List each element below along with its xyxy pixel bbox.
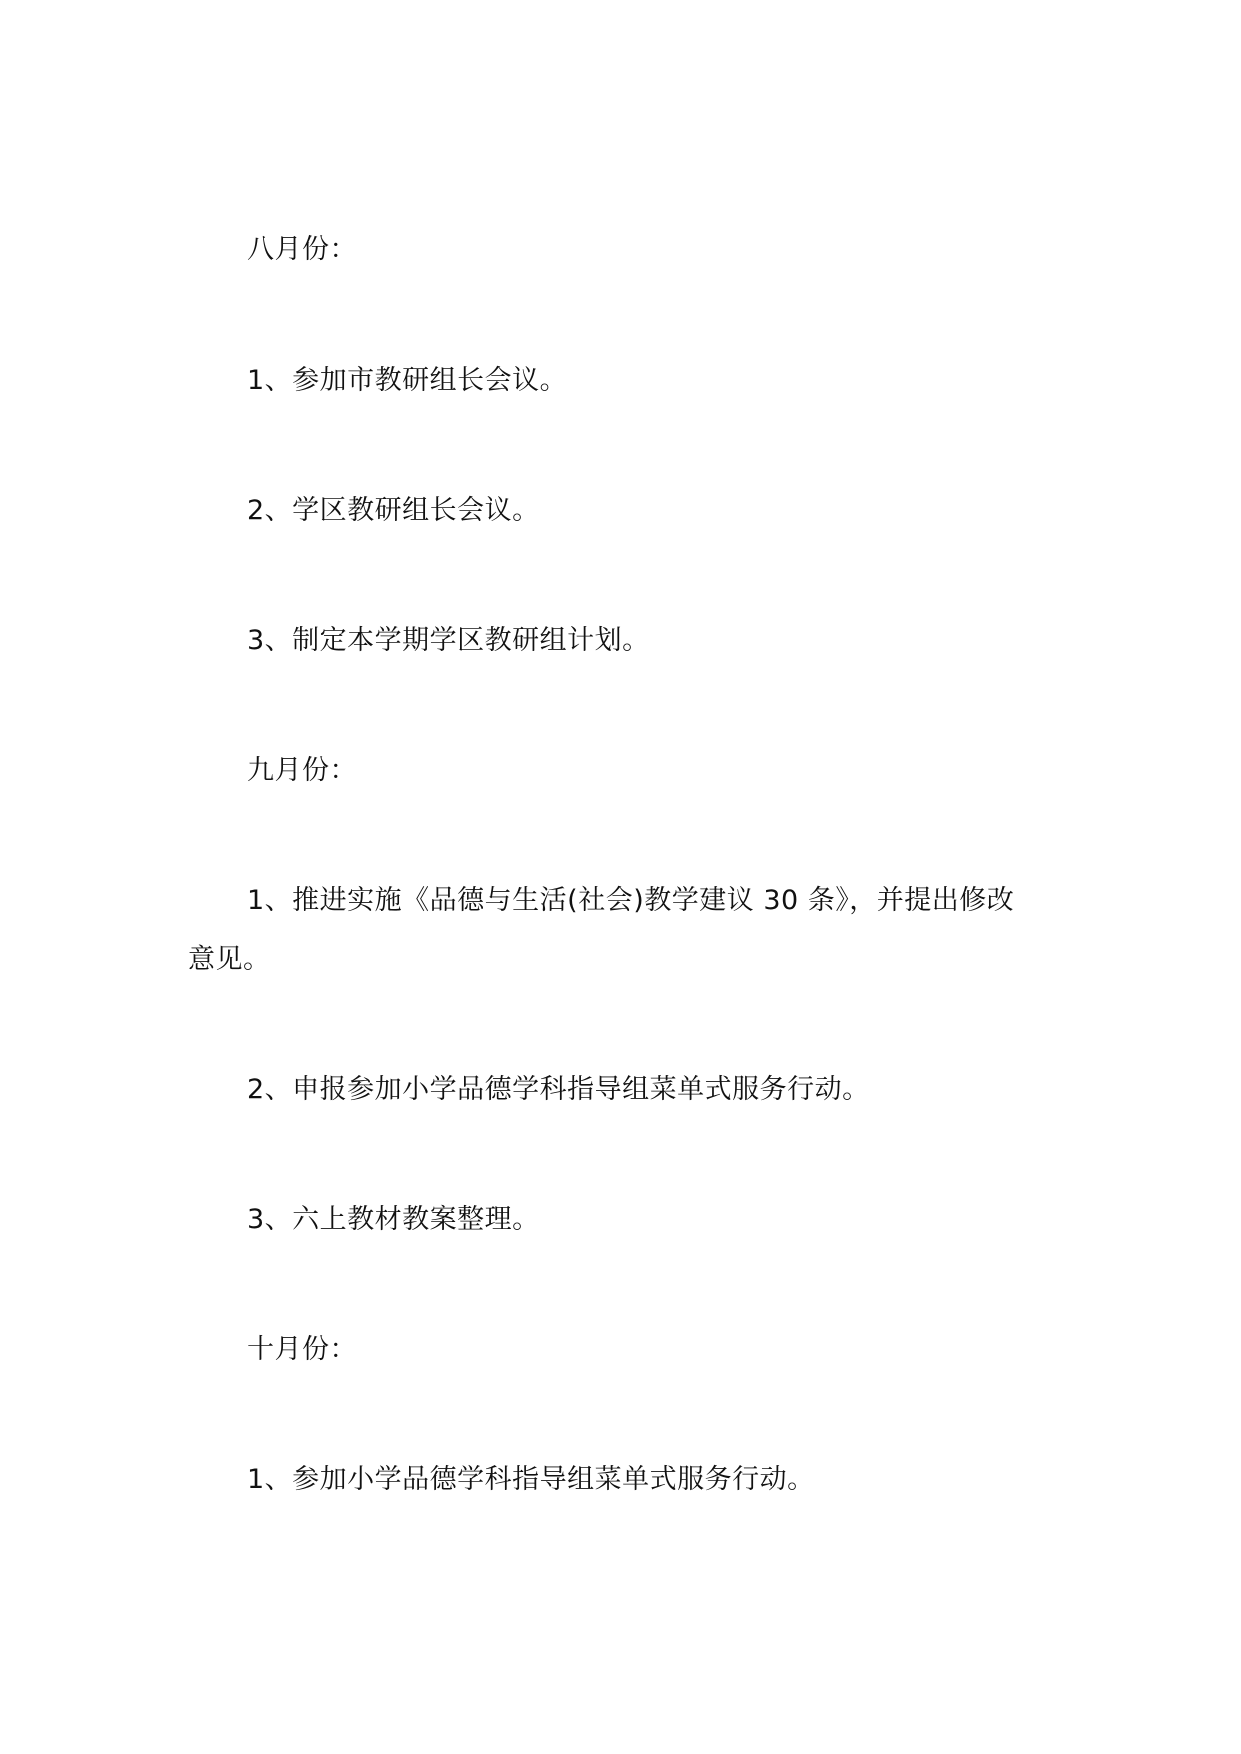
paragraph-item: 1、参加小学品德学科指导组菜单式服务行动。 — [247, 1464, 815, 1495]
paragraph-item-line2: 意见。 — [188, 944, 271, 975]
paragraph-item: 2、申报参加小学品德学科指导组菜单式服务行动。 — [247, 1074, 870, 1105]
paragraph-item: 3、六上教材教案整理。 — [247, 1204, 540, 1235]
paragraph-item: 3、制定本学期学区教研组计划。 — [247, 625, 650, 656]
paragraph-item: 2、学区教研组长会议。 — [247, 495, 540, 526]
heading-august: 八月份： — [247, 234, 357, 265]
paragraph-item-line1: 1、推进实施《品德与生活(社会)教学建议 30 条》，并提出修改 — [247, 885, 1015, 916]
heading-september: 九月份： — [247, 755, 357, 786]
paragraph-item: 1、参加市教研组长会议。 — [247, 365, 568, 396]
heading-october: 十月份： — [247, 1334, 357, 1365]
